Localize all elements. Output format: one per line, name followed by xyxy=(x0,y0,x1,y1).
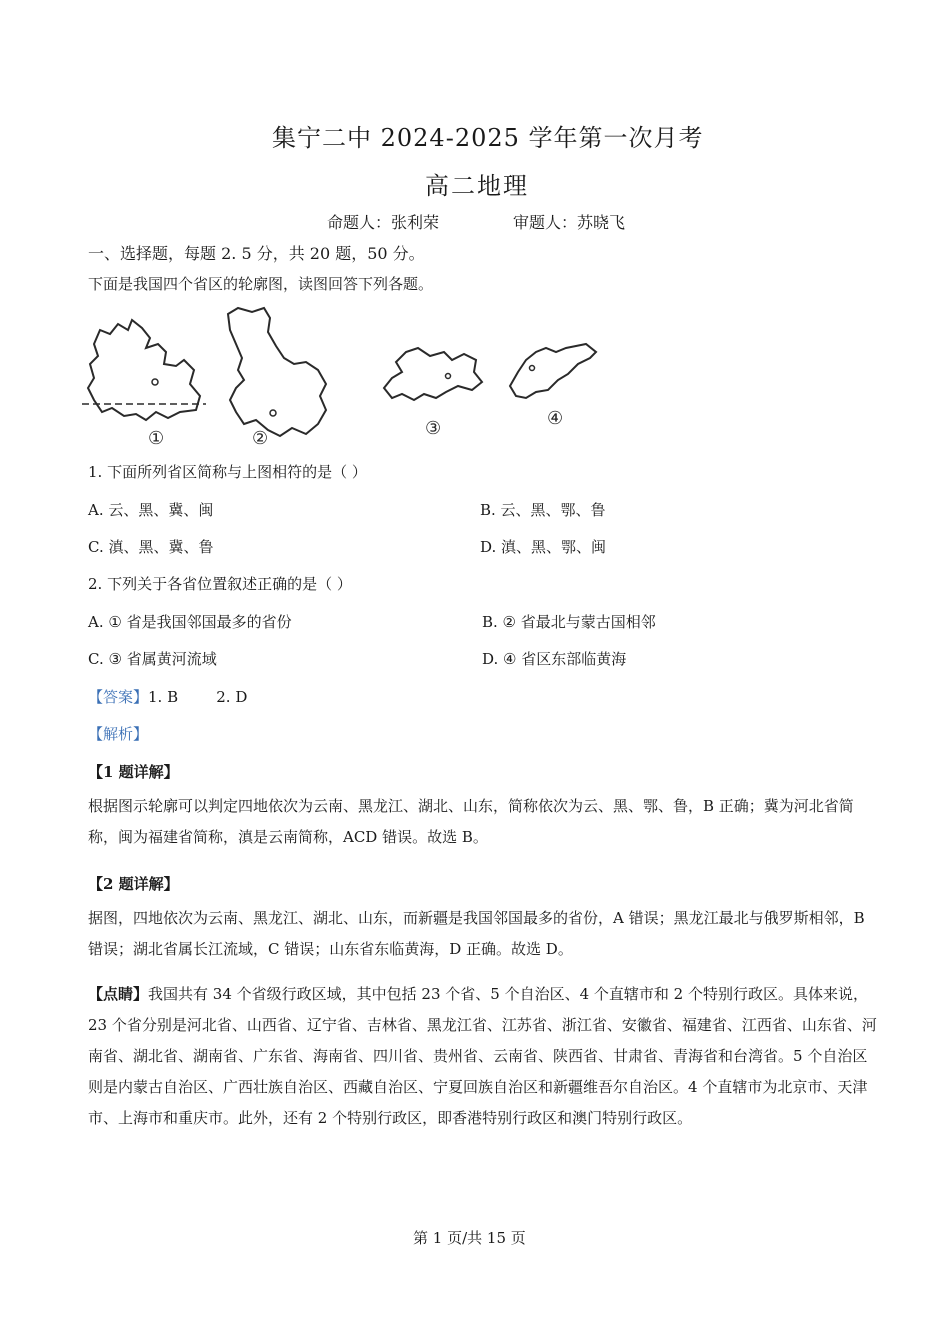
yunnan-capital-dot xyxy=(152,379,158,385)
figure-label-1: ① xyxy=(148,428,165,449)
question-1-option-b: B. 云、黑、鄂、鲁 xyxy=(480,501,606,519)
shandong-capital-dot xyxy=(530,366,535,371)
question-2-option-a: A. ① 省是我国邻国最多的省份 xyxy=(88,613,292,631)
tip-text: 我国共有 34 个省级行政区域，其中包括 23 个省、5 个自治区、4 个直辖市和 2 个特别行政区。具体来说，23 个省分别是河北省、山西省、辽宁省、吉林省、黑龙江省、江苏省、浙江省、安徽省、福建省、江西省、山东省、河南省、湖北省、湖南省、广东省、海南省、四川省、贵州省、云南省、陕西省、甘肃省、青海省和台湾省。5 个自治区则是内蒙古自治区、广西壮族自治区、西藏自治区、宁夏回族自治区和新疆维吾尔自治区。4 个直辖市为北京市、天津市、上海市和重庆市。此外，还有 2 个特别行政区，即香港特别行政区和澳门特别行政区。 xyxy=(88,985,877,1127)
section-heading: 一、选择题，每题 2. 5 分，共 20 题，50 分。 xyxy=(88,244,425,263)
question-2-stem: 2. 下列关于各省位置叙述正确的是（ ） xyxy=(88,575,352,593)
hubei-outline xyxy=(384,348,482,400)
heilongjiang-capital-dot xyxy=(270,410,276,416)
question-1-option-c: C. 滇、黑、冀、鲁 xyxy=(88,538,214,556)
figure-label-4: ④ xyxy=(547,408,564,429)
answer-line xyxy=(88,686,247,707)
page-footer: 第 1 页/共 15 页 xyxy=(413,1229,526,1247)
question-2-option-b: B. ② 省最北与蒙古国相邻 xyxy=(482,613,656,631)
detail-1-tag: 【1 题详解】 xyxy=(88,763,179,781)
province-outline-figure xyxy=(80,300,620,450)
figure-label-2: ② xyxy=(252,428,269,449)
detail-1-text: 根据图示轮廓可以判定四地依次为云南、黑龙江、湖北、山东，简称依次为云、黑、鄂、鲁，B 正确；冀为河北省简称，闽为福建省简称，滇是云南简称，ACD 错误。故选 B。 xyxy=(88,797,854,846)
shandong-outline xyxy=(510,344,596,398)
author-label: 命题人：张利荣 xyxy=(327,213,440,232)
tip-tag: 【点睛】 xyxy=(88,985,149,1003)
hubei-capital-dot xyxy=(446,374,451,379)
analysis-tag: 【解析】 xyxy=(88,725,149,743)
answer-text: 1. B 2. D xyxy=(148,688,248,706)
question-1-option-a: A. 云、黑、冀、闽 xyxy=(88,501,214,519)
yunnan-outline xyxy=(88,320,200,420)
figure-label-3: ③ xyxy=(425,418,442,439)
section-intro: 下面是我国四个省区的轮廓图，读图回答下列各题。 xyxy=(88,275,434,293)
detail-2-tag: 【2 题详解】 xyxy=(88,875,179,893)
exam-title: 集宁二中 2024-2025 学年第一次月考 xyxy=(272,124,704,152)
answer-tag: 【答案】 xyxy=(88,688,149,706)
tip-paragraph xyxy=(88,979,878,1134)
question-2-option-c: C. ③ 省属黄河流域 xyxy=(88,650,217,668)
reviewer-label: 审题人：苏晓飞 xyxy=(513,213,626,232)
detail-2-text: 据图，四地依次为云南、黑龙江、湖北、山东，而新疆是我国邻国最多的省份，A 错误；黑龙江最北与俄罗斯相邻，B 错误；湖北省属长江流域，C 错误；山东省东临黄海，D 正确。故选 D。 xyxy=(88,909,865,958)
heilongjiang-outline xyxy=(228,308,326,436)
question-1-option-d: D. 滇、黑、鄂、闽 xyxy=(480,538,607,556)
question-2-option-d: D. ④ 省区东部临黄海 xyxy=(482,650,627,668)
subject-title: 高二地理 xyxy=(425,172,529,200)
question-1-stem: 1. 下面所列省区简称与上图相符的是（ ） xyxy=(88,463,367,481)
